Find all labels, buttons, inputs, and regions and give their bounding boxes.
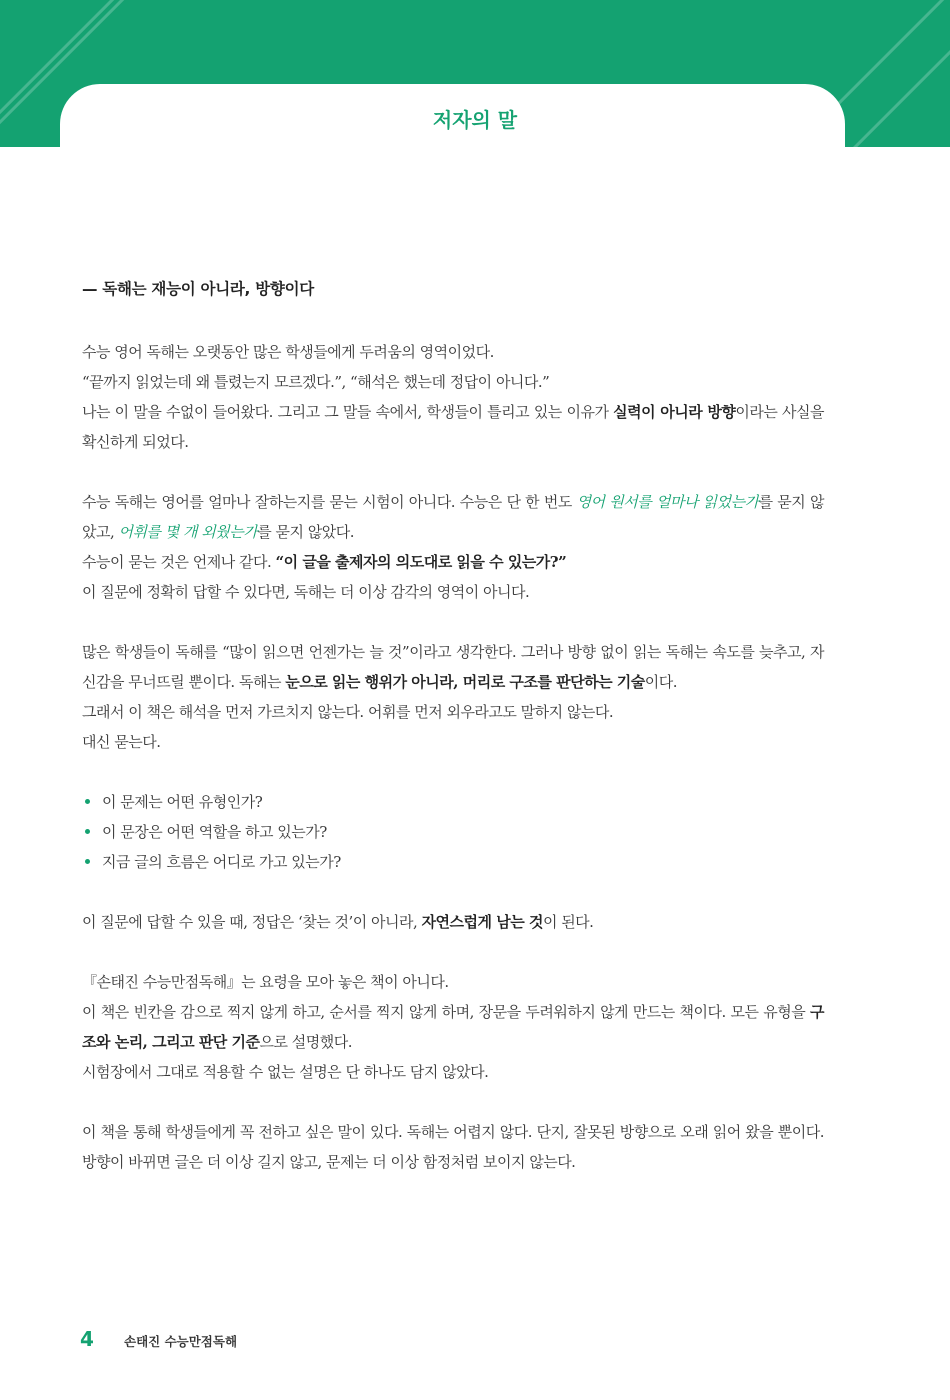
paragraph [82,337,824,457]
list-item-text: 지금 글의 흐름은 어디로 가고 있는가? [102,853,341,871]
question-list [82,787,824,877]
paragraph [82,967,824,1087]
section-heading: — 독해는 재능이 아니라, 방향이다 [82,280,314,298]
emphasis: 눈으로 읽는 행위가 아니라, 머리로 구조를 판단하는 기술 [285,673,645,691]
bullet-icon [85,859,90,864]
text: 많은 학생들이 독해를 “많이 읽으면 언젠가는 늘 것”이라고 생각한다. 그러나 방향 없이 읽는 독해는 속도를 늦추고, 자신감을 무너뜨릴 뿐이다. 독해는 [82,643,824,691]
text: 대신 묻는다. [82,733,161,751]
body-text [82,337,824,1207]
text: “끝까지 읽었는데 왜 틀렸는지 모르겠다.”, “해석은 했는데 정답이 아니다.” [82,373,550,391]
text: 으로 설명했다. [259,1033,352,1051]
text: 이 책은 빈칸을 감으로 찍지 않게 하고, 순서를 찍지 않게 하며, 장문을 두려워하지 않게 만드는 책이다. 모든 유형을 [82,1003,810,1021]
text: 를 묻지 않았고, [82,493,824,541]
text: 수능이 묻는 것은 언제나 같다. [82,553,276,571]
bullet-icon [85,829,90,834]
paragraph [82,907,824,937]
text: 이 된다. [542,913,594,931]
text: 이다. [644,673,678,691]
list-item-text: 이 문제는 어떤 유형인가? [102,793,263,811]
text: 이라는 사실을 확신하게 되었다. [82,403,824,451]
emphasis: 구조와 논리, 그리고 판단 기준 [82,1003,824,1051]
page-number: 4 [80,1327,94,1351]
highlight: 어휘를 몇 개 외웠는가 [118,523,258,541]
text: 나는 이 말을 수없이 들어왔다. 그리고 그 말들 속에서, 학생들이 틀리고 있는 이유가 [82,403,614,421]
paragraph: 이 책을 통해 학생들에게 꼭 전하고 싶은 말이 있다. 독해는 어렵지 않다. 단지, 잘못된 방향으로 오래 읽어 왔을 뿐이다. 방향이 바뀌면 글은 더 이상 길지 않고, 문제는 더 이상 함정처럼 보이지 않는다. [82,1123,824,1171]
list-item-text: 이 문장은 어떤 역할을 하고 있는가? [102,823,327,841]
emphasis: 자연스럽게 남는 것 [421,913,543,931]
emphasis: 실력이 아니라 방향 [613,403,736,421]
text: 이 질문에 정확히 답할 수 있다면, 독해는 더 이상 감각의 영역이 아니다. [82,583,530,601]
text: 를 묻지 않았다. [257,523,354,541]
text: 수능 독해는 영어를 얼마나 잘하는지를 묻는 시험이 아니다. 수능은 단 한 번도 [82,493,577,511]
list-item [82,787,824,817]
text: 그래서 이 책은 해석을 먼저 가르치지 않는다. 어휘를 먼저 외우라고도 말하지 않는다. [82,703,614,721]
page-title: 저자의 말 [432,108,518,132]
emphasis: “이 글을 출제자의 의도대로 읽을 수 있는가?” [275,553,567,571]
text: 이 질문에 답할 수 있을 때, 정답은 ‘찾는 것’이 아니라, [82,913,422,931]
highlight: 영어 원서를 얼마나 읽었는가 [576,493,759,511]
paragraph [82,637,824,757]
list-item [82,817,824,847]
list-item [82,847,824,877]
text: 『손태진 수능만점독해』는 요령을 모아 놓은 책이 아니다. [82,973,449,991]
text: 수능 영어 독해는 오랫동안 많은 학생들에게 두려움의 영역이었다. [82,343,494,361]
text: 시험장에서 그대로 적용할 수 없는 설명은 단 하나도 담지 않았다. [82,1063,489,1081]
bullet-icon [85,799,90,804]
book-title: 손태진 수능만점독해 [124,1334,238,1349]
paragraph [82,487,824,607]
